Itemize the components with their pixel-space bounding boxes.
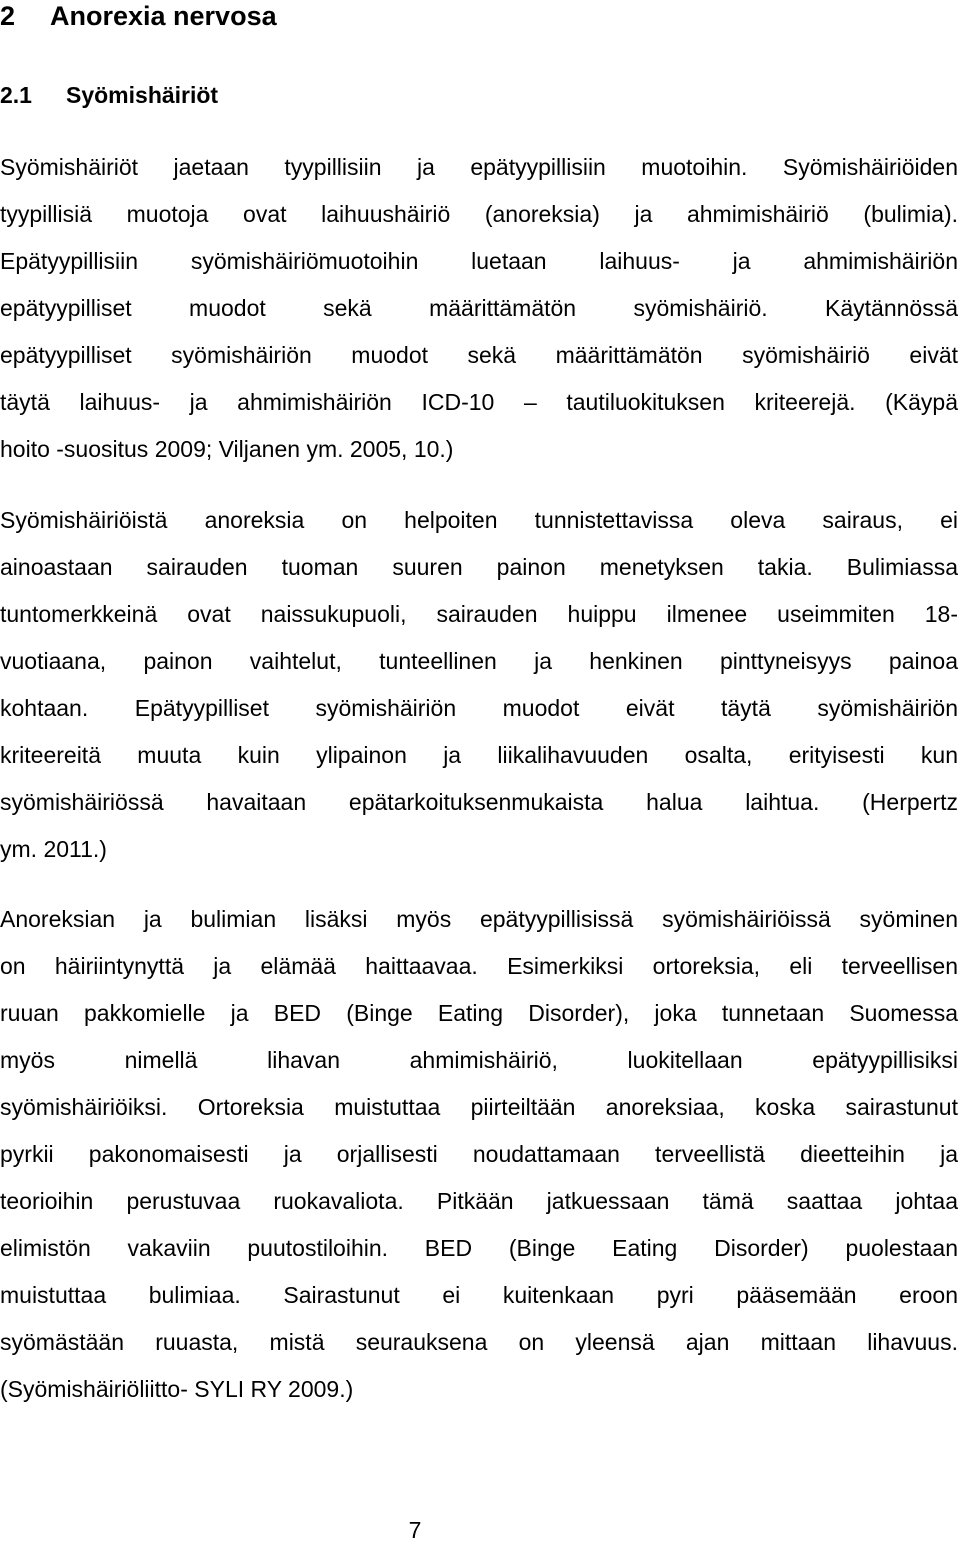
paragraph-1: [0, 144, 958, 473]
text-line: Epätyypillisiin syömishäiriömuotoihin luetaan laihuus- ja ahmimishäiriön: [0, 248, 958, 274]
text-line: hoito -suositus 2009; Viljanen ym. 2005, 10.): [0, 436, 454, 462]
text-line: täytä laihuus- ja ahmimishäiriön ICD-10 – tautiluokituksen kriteerejä. (Käypä: [0, 389, 958, 415]
text-line: syömishäiriöiksi. Ortoreksia muistuttaa piirteiltään anoreksiaa, koska sairastunut: [0, 1094, 958, 1120]
chapter-number: 2: [0, 1, 16, 31]
text-line: ym. 2011.): [0, 836, 107, 862]
text-line: epätyypilliset syömishäiriön muodot sekä määrittämätön syömishäiriö eivät: [0, 342, 958, 368]
section-number: 2.1: [0, 82, 32, 108]
text-line: elimistön vakaviin puutostiloihin. BED (Binge Eating Disorder) puolestaan: [0, 1235, 958, 1261]
text-line: myös nimellä lihavan ahmimishäiriö, luokitellaan epätyypillisiksi: [0, 1047, 958, 1073]
text-line: (Syömishäiriöliitto- SYLI RY 2009.): [0, 1376, 354, 1402]
text-line: on häiriintynyttä ja elämää haittaavaa. Esimerkiksi ortoreksia, eli terveellisen: [0, 953, 958, 979]
paragraph-2: [0, 497, 958, 873]
text-line: kriteereitä muuta kuin ylipainon ja liikalihavuuden osalta, erityisesti kun: [0, 742, 958, 768]
text-line: ainoastaan sairauden tuoman suuren painon menetyksen takia. Bulimiassa: [0, 554, 958, 580]
page-number: 7: [408, 1517, 422, 1543]
text-line: ruuan pakkomielle ja BED (Binge Eating Disorder), joka tunnetaan Suomessa: [0, 1000, 958, 1026]
text-line: epätyypilliset muodot sekä määrittämätön syömishäiriö. Käytännössä: [0, 295, 958, 321]
text-line: tyypillisiä muotoja ovat laihuushäiriö (anoreksia) ja ahmimishäiriö (bulimia).: [0, 201, 958, 227]
chapter-title: Anorexia nervosa: [50, 1, 277, 31]
text-line: syömästään ruuasta, mistä seurauksena on yleensä ajan mittaan lihavuus.: [0, 1329, 958, 1355]
text-line: syömishäiriössä havaitaan epätarkoituksenmukaista halua laihtua. (Herpertz: [0, 789, 958, 815]
text-line: teorioihin perustuvaa ruokavaliota. Pitkään jatkuessaan tämä saattaa johtaa: [0, 1188, 958, 1214]
text-line: vuotiaana, painon vaihtelut, tunteellinen ja henkinen pinttyneisyys painoa: [0, 648, 958, 674]
text-line: Syömishäiriöistä anoreksia on helpoiten tunnistettavissa oleva sairaus, ei: [0, 507, 958, 533]
text-line: Syömishäiriöt jaetaan tyypillisiin ja epätyypillisiin muotoihin. Syömishäiriöiden: [0, 154, 958, 180]
section-title: Syömishäiriöt: [66, 82, 219, 108]
text-line: pyrkii pakonomaisesti ja orjallisesti noudattamaan terveellistä dieetteihin ja: [0, 1141, 958, 1167]
paragraph-3: [0, 896, 958, 1413]
section-heading: [0, 79, 218, 111]
text-line: kohtaan. Epätyypilliset syömishäiriön muodot eivät täytä syömishäiriön: [0, 695, 958, 721]
text-line: muistuttaa bulimiaa. Sairastunut ei kuitenkaan pyri pääsemään eroon: [0, 1282, 958, 1308]
text-line: tuntomerkkeinä ovat naissukupuoli, sairauden huippu ilmenee useimmiten 18-: [0, 601, 958, 627]
chapter-heading: [0, 0, 277, 32]
text-line: Anoreksian ja bulimian lisäksi myös epätyypillisissä syömishäiriöissä syöminen: [0, 906, 958, 932]
